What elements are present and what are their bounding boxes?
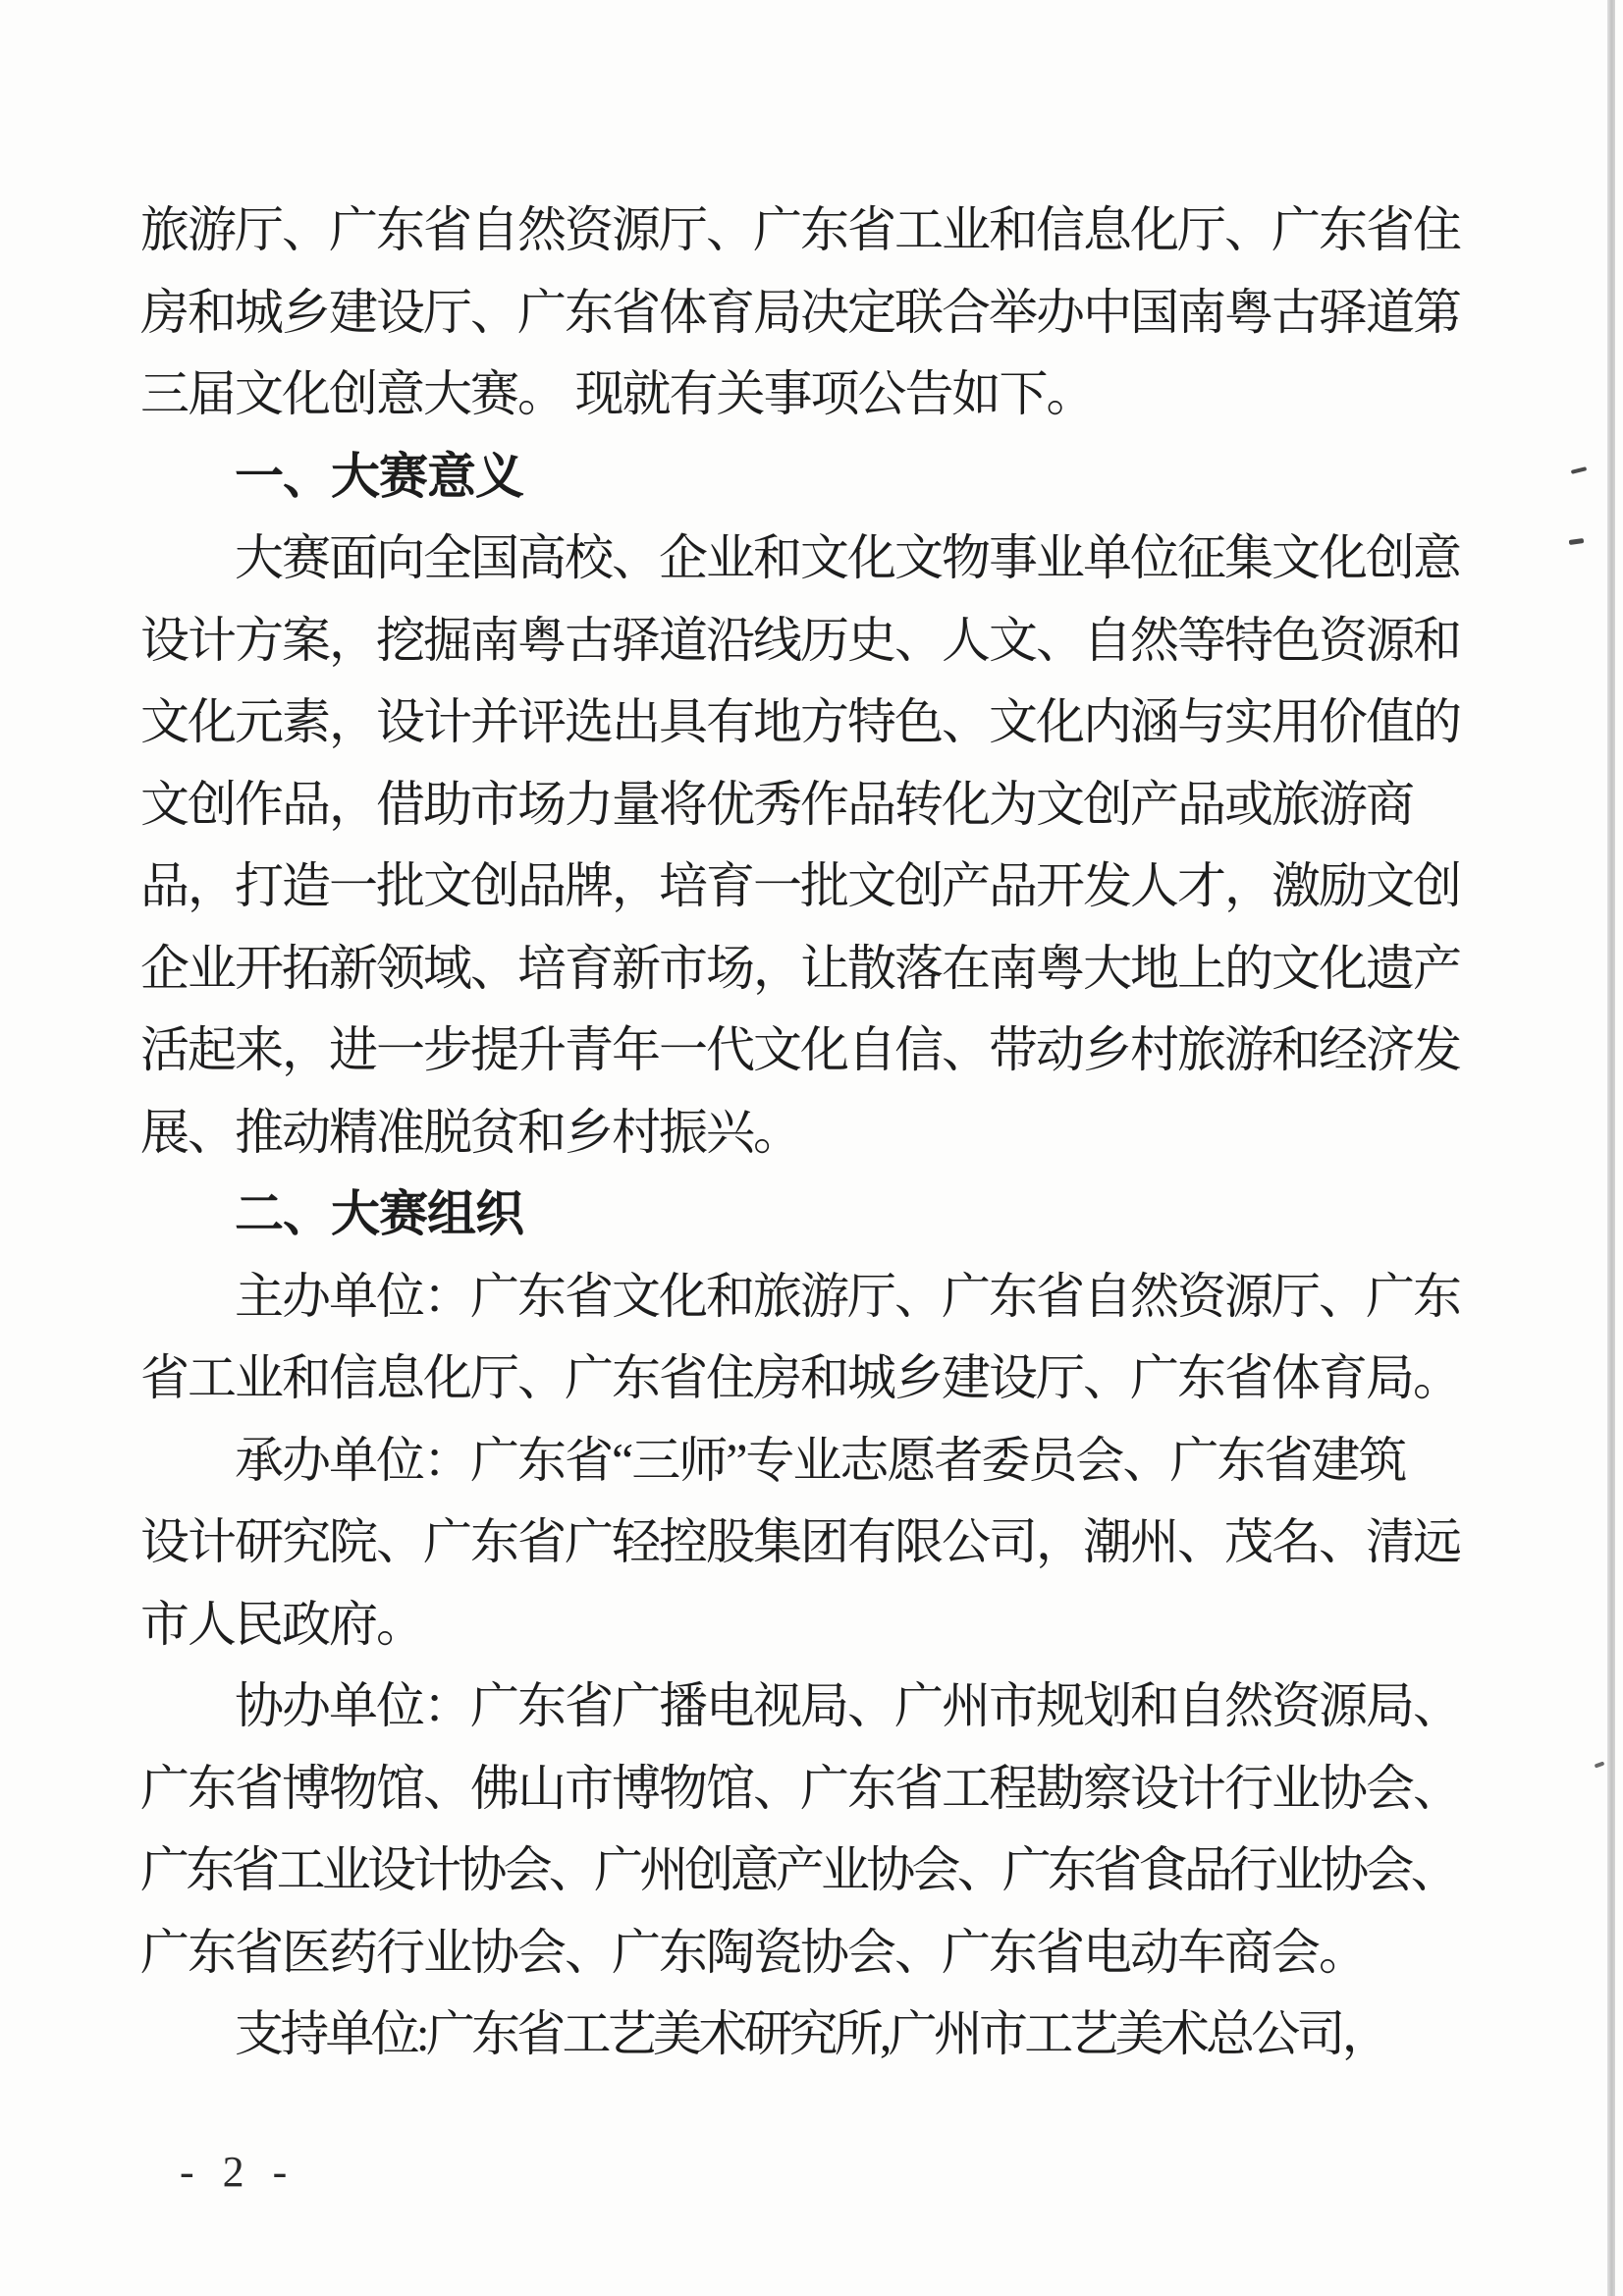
document-line: 协办单位：广东省广播电视局、广州市规划和自然资源局、 — [235, 1678, 1460, 1733]
document-line: 广东省博物馆、佛山市博物馆、广东省工程勘察设计行业协会、 — [140, 1760, 1460, 1816]
document-heading: 二、大赛组织 — [235, 1186, 523, 1241]
document-line: 旅游厅、广东省自然资源厅、广东省工业和信息化厅、广东省住 — [140, 202, 1460, 257]
document-line: 支持单位:广东省工艺美术研究所,广州市工艺美术总公司， — [235, 2006, 1387, 2061]
document-line: 省工业和信息化厅、广东省住房和城乡建设厅、广东省体育局。 — [140, 1350, 1460, 1405]
document-line: 大赛面向全国高校、企业和文化文物事业单位征集文化创意 — [235, 530, 1460, 585]
document-line: 广东省工业设计协会、广州创意产业协会、广东省食品行业协会、 — [140, 1842, 1456, 1897]
document-line: 房和城乡建设厅、广东省体育局决定联合举办中国南粤古驿道第 — [140, 284, 1460, 340]
document-line: 承办单位：广东省“三师”专业志愿者委员会、广东省建筑 — [235, 1432, 1406, 1488]
document-line: 企业开拓新领域、培育新市场，让散落在南粤大地上的文化遗产 — [140, 940, 1460, 996]
document-line: 品，打造一批文创品牌，培育一批文创产品开发人才，激励文创 — [140, 858, 1460, 913]
document-body — [140, 190, 1476, 2076]
scan-speck — [1571, 466, 1587, 474]
document-line: 设计研究院、广东省广轻控股集团有限公司，潮州、茂名、清远 — [140, 1514, 1460, 1569]
document-line: 活起来，进一步提升青年一代文化自信、带动乡村旅游和经济发 — [140, 1022, 1460, 1077]
document-line: 市人民政府。 — [140, 1596, 423, 1652]
document-line: 主办单位：广东省文化和旅游厅、广东省自然资源厅、广东 — [235, 1268, 1460, 1324]
scan-speck — [1595, 1761, 1605, 1768]
page-number: - 2 - — [180, 2148, 297, 2196]
document-line: 广东省医药行业协会、广东陶瓷协会、广东省电动车商会。 — [140, 1924, 1366, 1980]
document-line: 文化元素，设计并评选出具有地方特色、文化内涵与实用价值的 — [140, 694, 1460, 749]
document-heading: 一、大赛意义 — [235, 448, 523, 504]
document-line: 展、推动精准脱贫和乡村振兴。 — [140, 1104, 800, 1160]
document-line: 文创作品，借助市场力量将优秀作品转化为文创产品或旅游商 — [140, 776, 1413, 832]
scan-speck — [1569, 538, 1585, 545]
scan-edge-shadow — [1607, 0, 1615, 2296]
document-line: 设计方案，挖掘南粤古驿道沿线历史、人文、自然等特色资源和 — [140, 612, 1460, 668]
document-line: 三届文化创意大赛。 现就有关事项公告如下。 — [140, 366, 1094, 421]
